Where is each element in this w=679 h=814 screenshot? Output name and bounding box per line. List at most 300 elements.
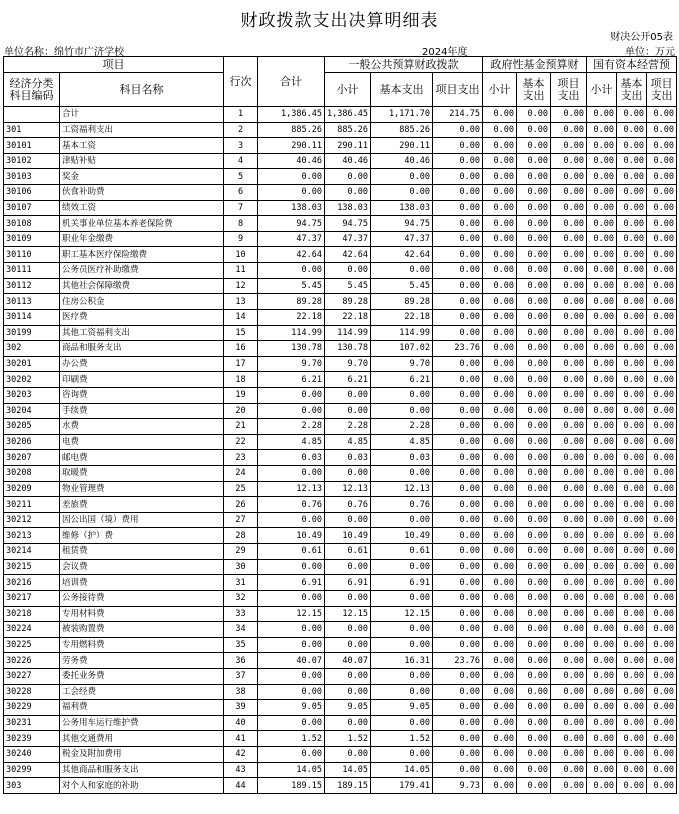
table-row bbox=[4, 668, 677, 684]
cell-value: 0.00 bbox=[551, 700, 587, 716]
cell-value: 0.00 bbox=[517, 762, 551, 778]
cell-code: 30215 bbox=[4, 559, 60, 575]
cell-name: 办公费 bbox=[60, 356, 224, 372]
cell-code bbox=[4, 107, 60, 123]
cell-value: 1.52 bbox=[325, 731, 371, 747]
cell-value: 0.00 bbox=[587, 185, 617, 201]
cell-name: 职工基本医疗保险缴费 bbox=[60, 247, 224, 263]
cell-value: 0.00 bbox=[551, 778, 587, 794]
cell-value: 4.85 bbox=[258, 434, 325, 450]
cell-value: 42.64 bbox=[325, 247, 371, 263]
cell-name: 其他社会保障缴费 bbox=[60, 278, 224, 294]
cell-value: 10.49 bbox=[258, 528, 325, 544]
cell-value: 114.99 bbox=[325, 325, 371, 341]
cell-value: 12.13 bbox=[325, 481, 371, 497]
cell-value: 0.00 bbox=[433, 294, 483, 310]
cell-name: 会议费 bbox=[60, 559, 224, 575]
cell-value: 0.00 bbox=[433, 544, 483, 560]
cell-value: 0.00 bbox=[587, 278, 617, 294]
cell-value: 0.00 bbox=[587, 466, 617, 482]
cell-value: 0.00 bbox=[258, 590, 325, 606]
cell-value: 0.00 bbox=[325, 715, 371, 731]
cell-value: 0.00 bbox=[587, 200, 617, 216]
cell-value: 0.00 bbox=[617, 762, 647, 778]
cell-value: 0.00 bbox=[587, 731, 617, 747]
table-row bbox=[4, 512, 677, 528]
cell-value: 42.64 bbox=[371, 247, 433, 263]
cell-code: 30101 bbox=[4, 138, 60, 154]
cell-value: 0.00 bbox=[433, 637, 483, 653]
cell-value: 2.28 bbox=[258, 419, 325, 435]
cell-value: 0.00 bbox=[647, 263, 677, 279]
cell-value: 0.00 bbox=[433, 185, 483, 201]
table-row bbox=[4, 700, 677, 716]
cell-value: 1,386.45 bbox=[258, 107, 325, 123]
header-line: 行次 bbox=[224, 57, 258, 107]
cell-name: 手续费 bbox=[60, 403, 224, 419]
cell-value: 0.00 bbox=[517, 746, 551, 762]
cell-value: 5.45 bbox=[371, 278, 433, 294]
cell-value: 0.00 bbox=[617, 356, 647, 372]
cell-value: 0.00 bbox=[647, 403, 677, 419]
cell-value: 0.00 bbox=[483, 622, 517, 638]
cell-value: 0.00 bbox=[617, 606, 647, 622]
cell-value: 0.00 bbox=[647, 497, 677, 513]
cell-name: 其他工资福利支出 bbox=[60, 325, 224, 341]
cell-value: 0.00 bbox=[617, 278, 647, 294]
cell-value: 0.00 bbox=[517, 309, 551, 325]
table-row bbox=[4, 387, 677, 403]
cell-code: 30207 bbox=[4, 450, 60, 466]
header-code: 经济分类科目编码 bbox=[4, 73, 60, 107]
table-row bbox=[4, 138, 677, 154]
cell-code: 30103 bbox=[4, 169, 60, 185]
cell-value: 0.76 bbox=[258, 497, 325, 513]
cell-line: 26 bbox=[224, 497, 258, 513]
cell-code: 30217 bbox=[4, 590, 60, 606]
cell-name: 机关事业单位基本养老保险费 bbox=[60, 216, 224, 232]
cell-value: 0.00 bbox=[483, 450, 517, 466]
cell-value: 0.00 bbox=[587, 107, 617, 123]
cell-value: 0.00 bbox=[517, 356, 551, 372]
cell-value: 0.00 bbox=[551, 528, 587, 544]
cell-value: 0.00 bbox=[617, 731, 647, 747]
cell-value: 0.00 bbox=[647, 387, 677, 403]
cell-name: 伙食补助费 bbox=[60, 185, 224, 201]
cell-value: 0.00 bbox=[483, 107, 517, 123]
cell-value: 0.00 bbox=[483, 341, 517, 357]
cell-value: 0.00 bbox=[551, 263, 587, 279]
cell-value: 0.00 bbox=[587, 138, 617, 154]
cell-value: 0.00 bbox=[433, 387, 483, 403]
cell-value: 0.00 bbox=[617, 387, 647, 403]
cell-value: 0.00 bbox=[647, 200, 677, 216]
cell-line: 3 bbox=[224, 138, 258, 154]
header-item: 项目 bbox=[4, 57, 224, 73]
cell-value: 0.00 bbox=[647, 746, 677, 762]
cell-value: 0.00 bbox=[483, 684, 517, 700]
cell-value: 0.00 bbox=[551, 231, 587, 247]
cell-name: 医疗费 bbox=[60, 309, 224, 325]
cell-code: 30208 bbox=[4, 466, 60, 482]
cell-value: 0.00 bbox=[551, 746, 587, 762]
cell-value: 0.00 bbox=[551, 419, 587, 435]
table-row bbox=[4, 372, 677, 388]
cell-value: 0.00 bbox=[587, 263, 617, 279]
cell-value: 0.00 bbox=[587, 512, 617, 528]
cell-value: 0.00 bbox=[517, 637, 551, 653]
cell-line: 32 bbox=[224, 590, 258, 606]
cell-value: 0.00 bbox=[517, 528, 551, 544]
cell-value: 10.49 bbox=[371, 528, 433, 544]
cell-value: 0.00 bbox=[617, 700, 647, 716]
cell-value: 0.00 bbox=[325, 684, 371, 700]
cell-value: 0.00 bbox=[517, 107, 551, 123]
cell-value: 0.00 bbox=[433, 309, 483, 325]
cell-value: 0.00 bbox=[551, 668, 587, 684]
cell-value: 0.00 bbox=[617, 309, 647, 325]
cell-value: 0.00 bbox=[433, 263, 483, 279]
cell-value: 0.00 bbox=[325, 590, 371, 606]
cell-line: 4 bbox=[224, 153, 258, 169]
table-row bbox=[4, 263, 677, 279]
cell-code: 302 bbox=[4, 341, 60, 357]
cell-value: 0.00 bbox=[551, 403, 587, 419]
cell-value: 0.00 bbox=[617, 403, 647, 419]
table-row bbox=[4, 466, 677, 482]
cell-value: 0.00 bbox=[433, 434, 483, 450]
cell-value: 0.00 bbox=[483, 138, 517, 154]
cell-value: 23.76 bbox=[433, 653, 483, 669]
cell-value: 0.00 bbox=[325, 512, 371, 528]
cell-code: 30205 bbox=[4, 419, 60, 435]
cell-value: 0.00 bbox=[617, 668, 647, 684]
cell-value: 0.00 bbox=[617, 497, 647, 513]
cell-value: 0.00 bbox=[517, 294, 551, 310]
cell-line: 17 bbox=[224, 356, 258, 372]
cell-code: 30106 bbox=[4, 185, 60, 201]
cell-value: 0.00 bbox=[371, 746, 433, 762]
cell-value: 0.00 bbox=[587, 153, 617, 169]
cell-value: 0.00 bbox=[517, 512, 551, 528]
table-row bbox=[4, 481, 677, 497]
cell-value: 5.45 bbox=[258, 278, 325, 294]
cell-value: 0.00 bbox=[587, 544, 617, 560]
table-row bbox=[4, 356, 677, 372]
cell-value: 0.00 bbox=[371, 622, 433, 638]
header-fund-budget: 政府性基金预算财 bbox=[483, 57, 587, 73]
cell-line: 41 bbox=[224, 731, 258, 747]
cell-value: 0.00 bbox=[647, 153, 677, 169]
unit-line bbox=[4, 43, 675, 58]
cell-value: 0.00 bbox=[617, 481, 647, 497]
cell-value: 40.07 bbox=[325, 653, 371, 669]
cell-line: 40 bbox=[224, 715, 258, 731]
cell-value: 0.00 bbox=[647, 637, 677, 653]
cell-value: 0.00 bbox=[325, 622, 371, 638]
report-title: 财政拨款支出决算明细表 bbox=[240, 11, 439, 31]
cell-value: 0.00 bbox=[433, 231, 483, 247]
cell-value: 0.00 bbox=[371, 590, 433, 606]
cell-value: 12.13 bbox=[371, 481, 433, 497]
cell-name: 差旅费 bbox=[60, 497, 224, 513]
cell-value: 0.00 bbox=[647, 138, 677, 154]
cell-value: 0.00 bbox=[617, 231, 647, 247]
table-row bbox=[4, 200, 677, 216]
cell-value: 12.15 bbox=[371, 606, 433, 622]
header-general-subtotal: 小计 bbox=[325, 73, 371, 107]
cell-value: 0.00 bbox=[483, 575, 517, 591]
cell-value: 0.00 bbox=[483, 653, 517, 669]
cell-value: 0.00 bbox=[483, 544, 517, 560]
cell-value: 0.00 bbox=[517, 387, 551, 403]
cell-value: 6.91 bbox=[325, 575, 371, 591]
cell-value: 0.00 bbox=[483, 700, 517, 716]
cell-code: 30228 bbox=[4, 684, 60, 700]
cell-line: 43 bbox=[224, 762, 258, 778]
cell-value: 12.13 bbox=[258, 481, 325, 497]
cell-value: 0.00 bbox=[517, 731, 551, 747]
cell-value: 89.28 bbox=[371, 294, 433, 310]
cell-value: 0.00 bbox=[433, 715, 483, 731]
cell-value: 0.00 bbox=[617, 169, 647, 185]
cell-line: 27 bbox=[224, 512, 258, 528]
cell-value: 138.03 bbox=[258, 200, 325, 216]
cell-value: 47.37 bbox=[258, 231, 325, 247]
cell-value: 0.00 bbox=[517, 434, 551, 450]
cell-line: 33 bbox=[224, 606, 258, 622]
cell-value: 0.00 bbox=[587, 231, 617, 247]
cell-value: 0.00 bbox=[433, 762, 483, 778]
cell-value: 0.00 bbox=[517, 668, 551, 684]
cell-value: 0.00 bbox=[433, 419, 483, 435]
cell-name: 咨询费 bbox=[60, 387, 224, 403]
cell-value: 0.00 bbox=[517, 153, 551, 169]
cell-value: 0.00 bbox=[551, 200, 587, 216]
cell-value: 23.76 bbox=[433, 341, 483, 357]
cell-value: 0.00 bbox=[483, 481, 517, 497]
cell-code: 30214 bbox=[4, 544, 60, 560]
cell-value: 138.03 bbox=[371, 200, 433, 216]
cell-value: 0.00 bbox=[325, 185, 371, 201]
cell-code: 30203 bbox=[4, 387, 60, 403]
cell-value: 0.00 bbox=[433, 590, 483, 606]
cell-value: 0.00 bbox=[617, 185, 647, 201]
cell-value: 0.00 bbox=[551, 466, 587, 482]
cell-line: 34 bbox=[224, 622, 258, 638]
cell-value: 0.00 bbox=[517, 419, 551, 435]
cell-code: 30114 bbox=[4, 309, 60, 325]
cell-value: 0.00 bbox=[258, 684, 325, 700]
cell-code: 30211 bbox=[4, 497, 60, 513]
table-row bbox=[4, 746, 677, 762]
cell-value: 0.00 bbox=[433, 606, 483, 622]
cell-value: 0.00 bbox=[647, 715, 677, 731]
cell-value: 138.03 bbox=[325, 200, 371, 216]
cell-value: 0.00 bbox=[551, 372, 587, 388]
cell-value: 0.03 bbox=[325, 450, 371, 466]
cell-value: 0.00 bbox=[433, 200, 483, 216]
cell-value: 0.61 bbox=[371, 544, 433, 560]
cell-line: 37 bbox=[224, 668, 258, 684]
header-fund-subtotal: 小计 bbox=[483, 73, 517, 107]
cell-value: 0.00 bbox=[617, 263, 647, 279]
cell-value: 0.00 bbox=[483, 153, 517, 169]
cell-value: 107.02 bbox=[371, 341, 433, 357]
table-row bbox=[4, 216, 677, 232]
cell-value: 4.85 bbox=[325, 434, 371, 450]
cell-name: 专用材料费 bbox=[60, 606, 224, 622]
cell-value: 0.00 bbox=[551, 434, 587, 450]
cell-value: 0.00 bbox=[483, 606, 517, 622]
cell-value: 0.00 bbox=[647, 341, 677, 357]
cell-name: 委托业务费 bbox=[60, 668, 224, 684]
cell-value: 0.00 bbox=[647, 684, 677, 700]
cell-value: 0.00 bbox=[617, 294, 647, 310]
cell-value: 0.00 bbox=[433, 466, 483, 482]
cell-value: 0.00 bbox=[587, 684, 617, 700]
cell-name: 被装购置费 bbox=[60, 622, 224, 638]
cell-value: 0.00 bbox=[551, 450, 587, 466]
table-row bbox=[4, 341, 677, 357]
cell-value: 0.00 bbox=[483, 778, 517, 794]
cell-code: 30199 bbox=[4, 325, 60, 341]
cell-value: 0.00 bbox=[551, 122, 587, 138]
table-row bbox=[4, 309, 677, 325]
cell-value: 0.00 bbox=[433, 700, 483, 716]
cell-value: 40.07 bbox=[258, 653, 325, 669]
cell-value: 0.00 bbox=[551, 575, 587, 591]
cell-value: 0.00 bbox=[483, 637, 517, 653]
header-total: 合计 bbox=[258, 57, 325, 107]
cell-value: 0.00 bbox=[587, 325, 617, 341]
cell-value: 130.78 bbox=[325, 341, 371, 357]
cell-value: 0.00 bbox=[647, 512, 677, 528]
cell-name: 其他商品和服务支出 bbox=[60, 762, 224, 778]
cell-value: 0.00 bbox=[517, 278, 551, 294]
cell-name: 物业管理费 bbox=[60, 481, 224, 497]
cell-value: 0.00 bbox=[647, 622, 677, 638]
cell-value: 0.00 bbox=[483, 216, 517, 232]
cell-line: 23 bbox=[224, 450, 258, 466]
cell-value: 22.18 bbox=[371, 309, 433, 325]
cell-value: 0.00 bbox=[647, 466, 677, 482]
cell-value: 0.00 bbox=[483, 200, 517, 216]
cell-value: 0.00 bbox=[587, 169, 617, 185]
cell-value: 0.00 bbox=[483, 528, 517, 544]
table-row bbox=[4, 294, 677, 310]
cell-code: 30202 bbox=[4, 372, 60, 388]
cell-value: 0.00 bbox=[617, 746, 647, 762]
cell-line: 30 bbox=[224, 559, 258, 575]
table-row bbox=[4, 434, 677, 450]
cell-value: 0.00 bbox=[517, 684, 551, 700]
cell-value: 0.00 bbox=[483, 372, 517, 388]
cell-value: 0.00 bbox=[551, 590, 587, 606]
cell-value: 9.05 bbox=[371, 700, 433, 716]
table-row bbox=[4, 715, 677, 731]
cell-code: 30102 bbox=[4, 153, 60, 169]
cell-code: 30209 bbox=[4, 481, 60, 497]
cell-code: 30224 bbox=[4, 622, 60, 638]
cell-code: 30108 bbox=[4, 216, 60, 232]
cell-value: 9.70 bbox=[258, 356, 325, 372]
cell-value: 0.00 bbox=[433, 746, 483, 762]
cell-value: 0.00 bbox=[617, 622, 647, 638]
cell-value: 0.00 bbox=[483, 497, 517, 513]
cell-value: 0.00 bbox=[647, 309, 677, 325]
cell-value: 0.00 bbox=[483, 387, 517, 403]
cell-value: 0.00 bbox=[483, 185, 517, 201]
cell-value: 0.00 bbox=[587, 715, 617, 731]
header-general-basic: 基本支出 bbox=[371, 73, 433, 107]
cell-value: 0.00 bbox=[617, 138, 647, 154]
header-general-budget: 一般公共预算财政拨款 bbox=[325, 57, 483, 73]
cell-value: 0.00 bbox=[517, 372, 551, 388]
table-row bbox=[4, 528, 677, 544]
cell-value: 0.00 bbox=[551, 497, 587, 513]
cell-value: 1.52 bbox=[258, 731, 325, 747]
cell-value: 0.00 bbox=[587, 122, 617, 138]
cell-value: 9.05 bbox=[258, 700, 325, 716]
cell-value: 0.00 bbox=[587, 575, 617, 591]
cell-value: 0.00 bbox=[617, 200, 647, 216]
cell-value: 0.00 bbox=[647, 122, 677, 138]
cell-value: 0.00 bbox=[371, 512, 433, 528]
cell-value: 10.49 bbox=[325, 528, 371, 544]
cell-value: 2.28 bbox=[371, 419, 433, 435]
cell-value: 0.00 bbox=[647, 231, 677, 247]
cell-name: 邮电费 bbox=[60, 450, 224, 466]
cell-value: 0.00 bbox=[433, 138, 483, 154]
cell-value: 0.00 bbox=[371, 668, 433, 684]
cell-value: 0.00 bbox=[647, 450, 677, 466]
cell-value: 0.00 bbox=[617, 590, 647, 606]
cell-value: 40.46 bbox=[258, 153, 325, 169]
cell-name: 公务员医疗补助缴费 bbox=[60, 263, 224, 279]
cell-value: 0.00 bbox=[258, 668, 325, 684]
cell-value: 0.00 bbox=[647, 653, 677, 669]
cell-name: 公务用车运行维护费 bbox=[60, 715, 224, 731]
table-row bbox=[4, 450, 677, 466]
cell-value: 0.00 bbox=[587, 668, 617, 684]
cell-value: 0.00 bbox=[258, 387, 325, 403]
cell-value: 0.00 bbox=[647, 762, 677, 778]
cell-code: 30113 bbox=[4, 294, 60, 310]
cell-value: 0.00 bbox=[587, 434, 617, 450]
table-row bbox=[4, 606, 677, 622]
cell-value: 0.00 bbox=[551, 684, 587, 700]
cell-value: 0.00 bbox=[483, 762, 517, 778]
table-row bbox=[4, 153, 677, 169]
cell-value: 0.00 bbox=[587, 559, 617, 575]
cell-value: 0.00 bbox=[517, 497, 551, 513]
cell-value: 0.00 bbox=[617, 216, 647, 232]
cell-value: 0.00 bbox=[647, 216, 677, 232]
cell-value: 0.00 bbox=[617, 419, 647, 435]
cell-line: 9 bbox=[224, 231, 258, 247]
cell-code: 30201 bbox=[4, 356, 60, 372]
cell-value: 0.00 bbox=[617, 153, 647, 169]
cell-name: 因公出国（境）费用 bbox=[60, 512, 224, 528]
cell-value: 0.00 bbox=[483, 169, 517, 185]
table-row bbox=[4, 169, 677, 185]
cell-value: 0.00 bbox=[517, 575, 551, 591]
cell-value: 0.00 bbox=[551, 356, 587, 372]
cell-value: 40.46 bbox=[325, 153, 371, 169]
cell-name: 津贴补贴 bbox=[60, 153, 224, 169]
cell-value: 885.26 bbox=[371, 122, 433, 138]
